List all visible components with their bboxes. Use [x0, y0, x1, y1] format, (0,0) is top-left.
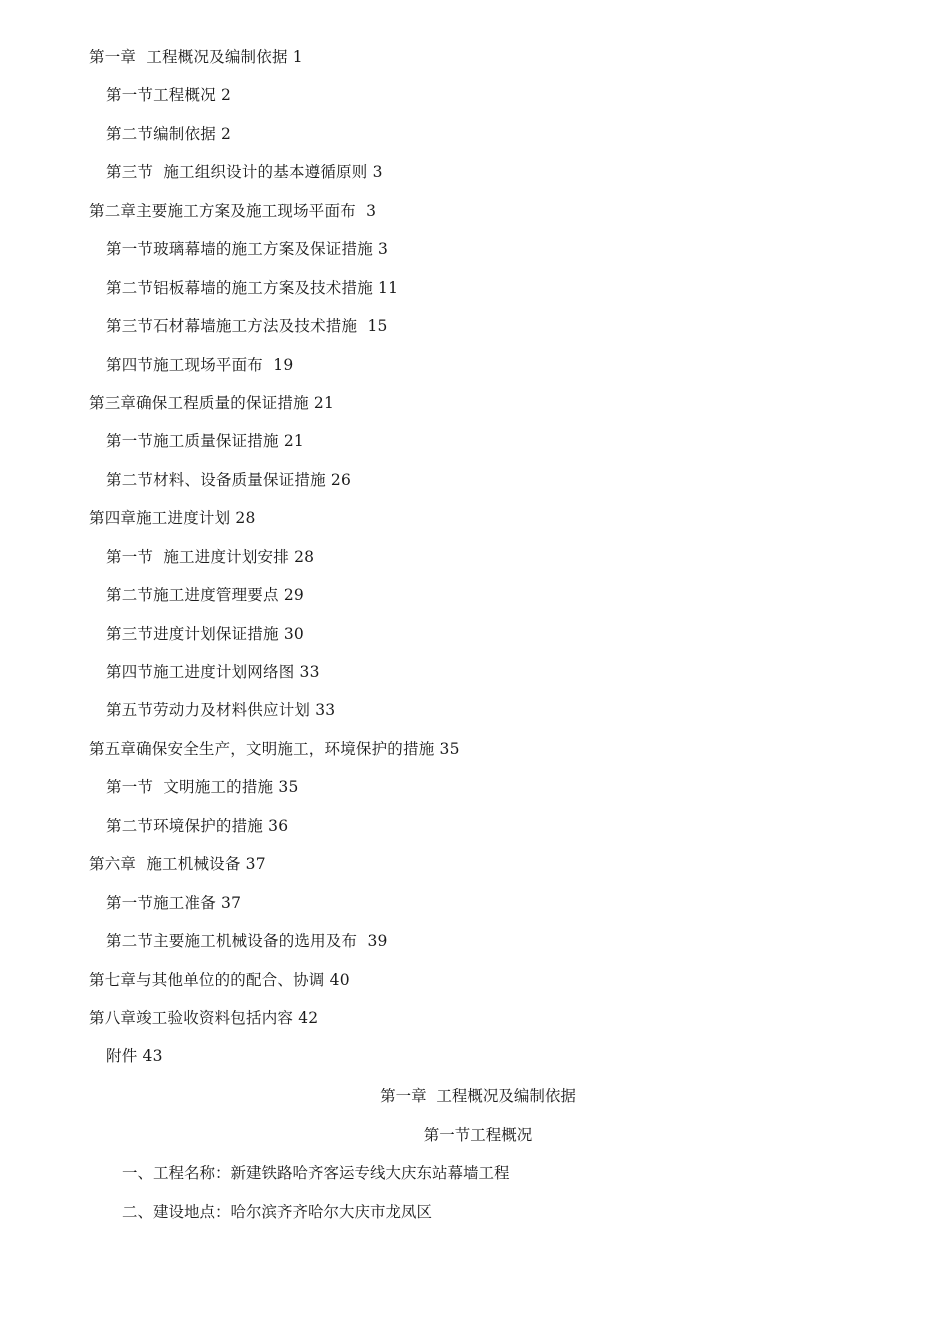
chapter-heading: 第一章 工程概况及编制依据 — [380, 1087, 576, 1105]
toc-chapter-entry[interactable]: 第八章竣工验收资料包括内容 42 — [89, 1008, 319, 1027]
toc-section-entry[interactable]: 第四节施工进度计划网络图 33 — [106, 663, 320, 681]
toc-section-entry[interactable]: 第一节施工质量保证措施 21 — [106, 432, 304, 451]
toc-chapter-entry[interactable]: 第七章与其他单位的的配合、协调 40 — [89, 970, 350, 989]
toc-section-entry[interactable]: 第二节编制依据 2 — [106, 124, 232, 143]
toc-section-entry[interactable]: 第一节 文明施工的措施 35 — [106, 778, 299, 797]
paragraph-project-name: 一、工程名称：新建铁路哈齐客运专线大庆东站幕墙工程 — [122, 1164, 510, 1182]
toc-chapter-entry[interactable]: 第四章施工进度计划 28 — [89, 509, 256, 528]
toc-section-entry[interactable]: 第一节 施工进度计划安排 28 — [106, 547, 315, 566]
chapter-body — [0, 1077, 950, 1231]
paragraph-project-location: 二、建设地点：哈尔滨齐齐哈尔大庆市龙凤区 — [122, 1202, 433, 1221]
toc-section-entry[interactable]: 第一节工程概况 2 — [106, 86, 232, 105]
toc-section-entry[interactable]: 第一节玻璃幕墙的施工方案及保证措施 3 — [106, 240, 389, 259]
toc-section-entry[interactable]: 第三节 施工组织设计的基本遵循原则 3 — [106, 163, 383, 182]
toc-section-entry[interactable]: 第二节施工进度管理要点 29 — [106, 586, 304, 605]
toc-chapter-entry[interactable]: 第一章 工程概况及编制依据 1 — [89, 48, 303, 66]
toc-section-entry[interactable]: 第一节施工准备 37 — [106, 893, 242, 912]
toc-section-entry[interactable]: 第二节环境保护的措施 36 — [106, 816, 289, 835]
toc-section-entry[interactable]: 第四节施工现场平面布 19 — [106, 355, 294, 374]
toc-chapter-entry[interactable]: 第二章主要施工方案及施工现场平面布 3 — [89, 201, 377, 220]
toc-chapter-entry[interactable]: 第三章确保工程质量的保证措施 21 — [89, 393, 335, 412]
toc-section-entry[interactable]: 第二节主要施工机械设备的选用及布 39 — [106, 932, 388, 951]
toc-appendix-entry[interactable]: 附件 43 — [106, 1047, 163, 1066]
toc-chapter-entry[interactable]: 第五章确保安全生产，文明施工，环境保护的措施 35 — [89, 739, 460, 758]
toc-section-entry[interactable]: 第三节石材幕墙施工方法及技术措施 15 — [106, 317, 388, 336]
toc-section-entry[interactable]: 第三节进度计划保证措施 30 — [106, 624, 304, 643]
toc-section-entry[interactable]: 第二节材料、设备质量保证措施 26 — [106, 470, 352, 489]
toc-chapter-entry[interactable]: 第六章 施工机械设备 37 — [89, 855, 266, 874]
table-of-contents — [0, 38, 950, 1076]
toc-section-entry[interactable]: 第二节铝板幕墙的施工方案及技术措施 11 — [106, 278, 399, 297]
section-heading: 第一节工程概况 — [423, 1125, 533, 1144]
toc-section-entry[interactable]: 第五节劳动力及材料供应计划 33 — [106, 701, 336, 720]
